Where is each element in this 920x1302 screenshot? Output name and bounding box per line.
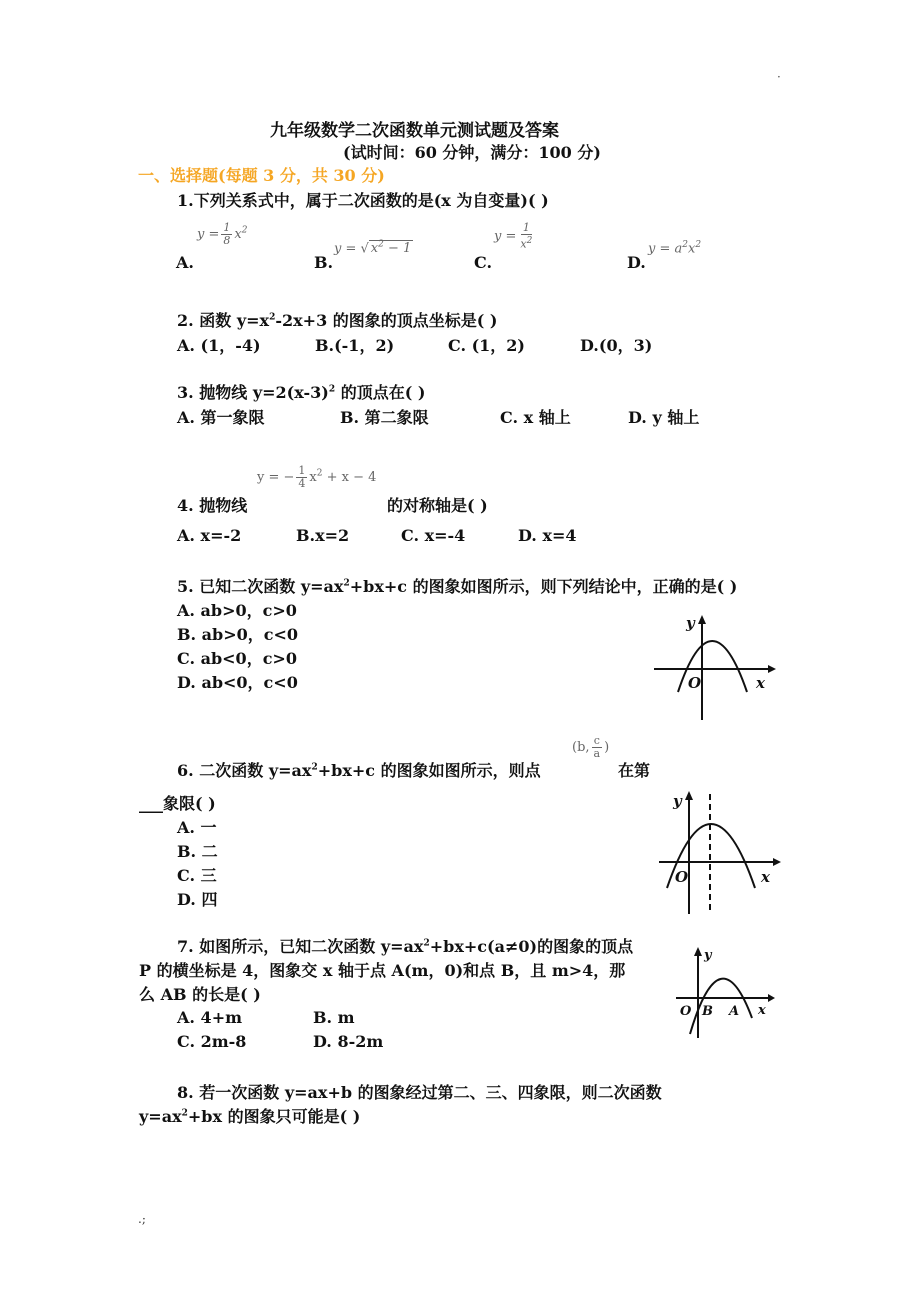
page-title: 九年级数学二次函数单元测试题及答案 <box>270 121 559 141</box>
q6-graph <box>655 786 785 916</box>
q4-stem-pre: 4. 抛物线 <box>177 496 248 515</box>
q5-option-b: B. ab>0，c<0 <box>177 625 299 644</box>
q6-origin-label: O <box>675 868 689 886</box>
q4-option-b: B.x=2 <box>296 526 350 545</box>
q1-formula-d: $y = a^2x^2$ <box>648 240 702 257</box>
q4-option-c: C. x=-4 <box>401 526 466 545</box>
q7-graph <box>672 942 782 1042</box>
q6-point-formula: (b, $\frac{c}{a}$ ) <box>572 734 610 760</box>
q7-line3: 么 AB 的长是( ) <box>139 985 261 1004</box>
footer-mark: .; <box>138 1212 146 1226</box>
q6-x-label: x <box>761 868 770 886</box>
q1-option-b: B. <box>314 253 334 272</box>
q5-graph <box>650 612 780 722</box>
q6-option-b: B. 二 <box>177 842 218 861</box>
q7-line1: 7. 如图所示，已知二次函数 $y=ax^2+bx+c(a\ne 0)$的图象的顶点 <box>177 937 634 956</box>
q7-y-label: y <box>704 948 712 963</box>
q4-formula: y = − $\frac{1}{4}$ $x^2 + x - 4$ <box>257 464 377 490</box>
q5-origin-label: O <box>688 674 702 692</box>
q5-option-a: A. ab>0，c>0 <box>177 601 297 620</box>
q7-a-label: A <box>729 1004 740 1019</box>
q6-y-arrow <box>685 791 693 800</box>
q7-option-b: B. m <box>313 1008 355 1027</box>
q2-option-c: C. (1，2) <box>448 336 526 355</box>
q6-option-c: C. 三 <box>177 866 217 885</box>
q4-option-d: D. x=4 <box>518 526 577 545</box>
q1-option-a: A. <box>176 253 194 272</box>
q7-y-arrow <box>694 947 702 956</box>
q6-stem: 6. 二次函数 $y=ax^2+bx+c$ 的图象如图所示，则点 <box>177 761 541 780</box>
q5-x-label: x <box>756 674 765 692</box>
q5-y-label: y <box>686 614 695 632</box>
q7-x-label: x <box>758 1003 766 1018</box>
q2-option-a: A. (1，-4) <box>177 336 261 355</box>
q1-formula-a: y = $\frac{1}{8}$ $x^2$ <box>197 221 248 247</box>
q5-y-arrow <box>698 615 706 624</box>
q5-x-arrow <box>768 665 776 673</box>
q7-option-d: D. 8-2m <box>313 1032 384 1051</box>
q2-stem: 2. 函数 $y=x^2-2x+3$ 的图象的顶点坐标是( ) <box>177 311 498 330</box>
q2-option-d: D.(0，3) <box>580 336 653 355</box>
q7-parabola <box>690 979 752 1034</box>
q6-option-a: A. 一 <box>177 818 217 837</box>
q6-x-arrow <box>773 858 781 866</box>
q5-option-c: C. ab<0，c>0 <box>177 649 297 668</box>
q6-y-label: y <box>673 792 682 810</box>
q1-option-d: D. <box>627 253 646 272</box>
q3-option-d: D. y 轴上 <box>628 408 700 427</box>
q5-stem: 5. 已知二次函数 $y=ax^2+bx+c$ 的图象如图所示，则下列结论中，正确的是( ) <box>177 577 738 596</box>
q7-line2: P 的横坐标是 4，图象交 x 轴于点 A(m，0)和点 B，且 m>4，那 <box>139 961 626 980</box>
q2-option-b: B.(-1，2) <box>315 336 395 355</box>
q6-option-d: D. 四 <box>177 890 218 909</box>
q1-option-c: C. <box>474 253 493 272</box>
page-subtitle: (试时间：60 分钟，满分：100 分) <box>343 143 601 162</box>
q3-option-c: C. x 轴上 <box>500 408 571 427</box>
q1-stem: 1.下列关系式中，属于二次函数的是(x 为自变量)( ) <box>177 191 549 210</box>
q6-stem-line2: ___象限( ) <box>139 794 216 813</box>
corner-mark: · <box>777 70 781 84</box>
q3-stem: 3. 抛物线 $y=2(x-3)^2$ 的顶点在( ) <box>177 383 426 402</box>
q4-stem-post: 的对称轴是( ) <box>387 496 488 515</box>
q8-line2: $y=ax^2+bx$ 的图象只可能是( ) <box>139 1107 361 1126</box>
q7-x-arrow <box>768 994 775 1002</box>
q6-stem-end: 在第 <box>618 761 651 780</box>
q7-b-label: B <box>702 1004 713 1019</box>
section-heading: 一、选择题(每题 3 分，共 30 分) <box>138 166 385 185</box>
q5-option-d: D. ab<0，c<0 <box>177 673 298 692</box>
q1-formula-b: y = √ $x^2 - 1$ <box>334 240 412 257</box>
q7-origin-label: O <box>680 1004 692 1019</box>
q3-option-b: B. 第二象限 <box>340 408 429 427</box>
q7-option-c: C. 2m-8 <box>177 1032 247 1051</box>
q1-formula-c: y = $\frac{1}{x^2}$ <box>494 221 533 251</box>
q4-option-a: A. x=-2 <box>177 526 242 545</box>
q3-option-a: A. 第一象限 <box>177 408 265 427</box>
q8-line1: 8. 若一次函数 y=ax+b 的图象经过第二、三、四象限，则二次函数 <box>177 1083 662 1102</box>
q7-option-a: A. 4+m <box>177 1008 243 1027</box>
